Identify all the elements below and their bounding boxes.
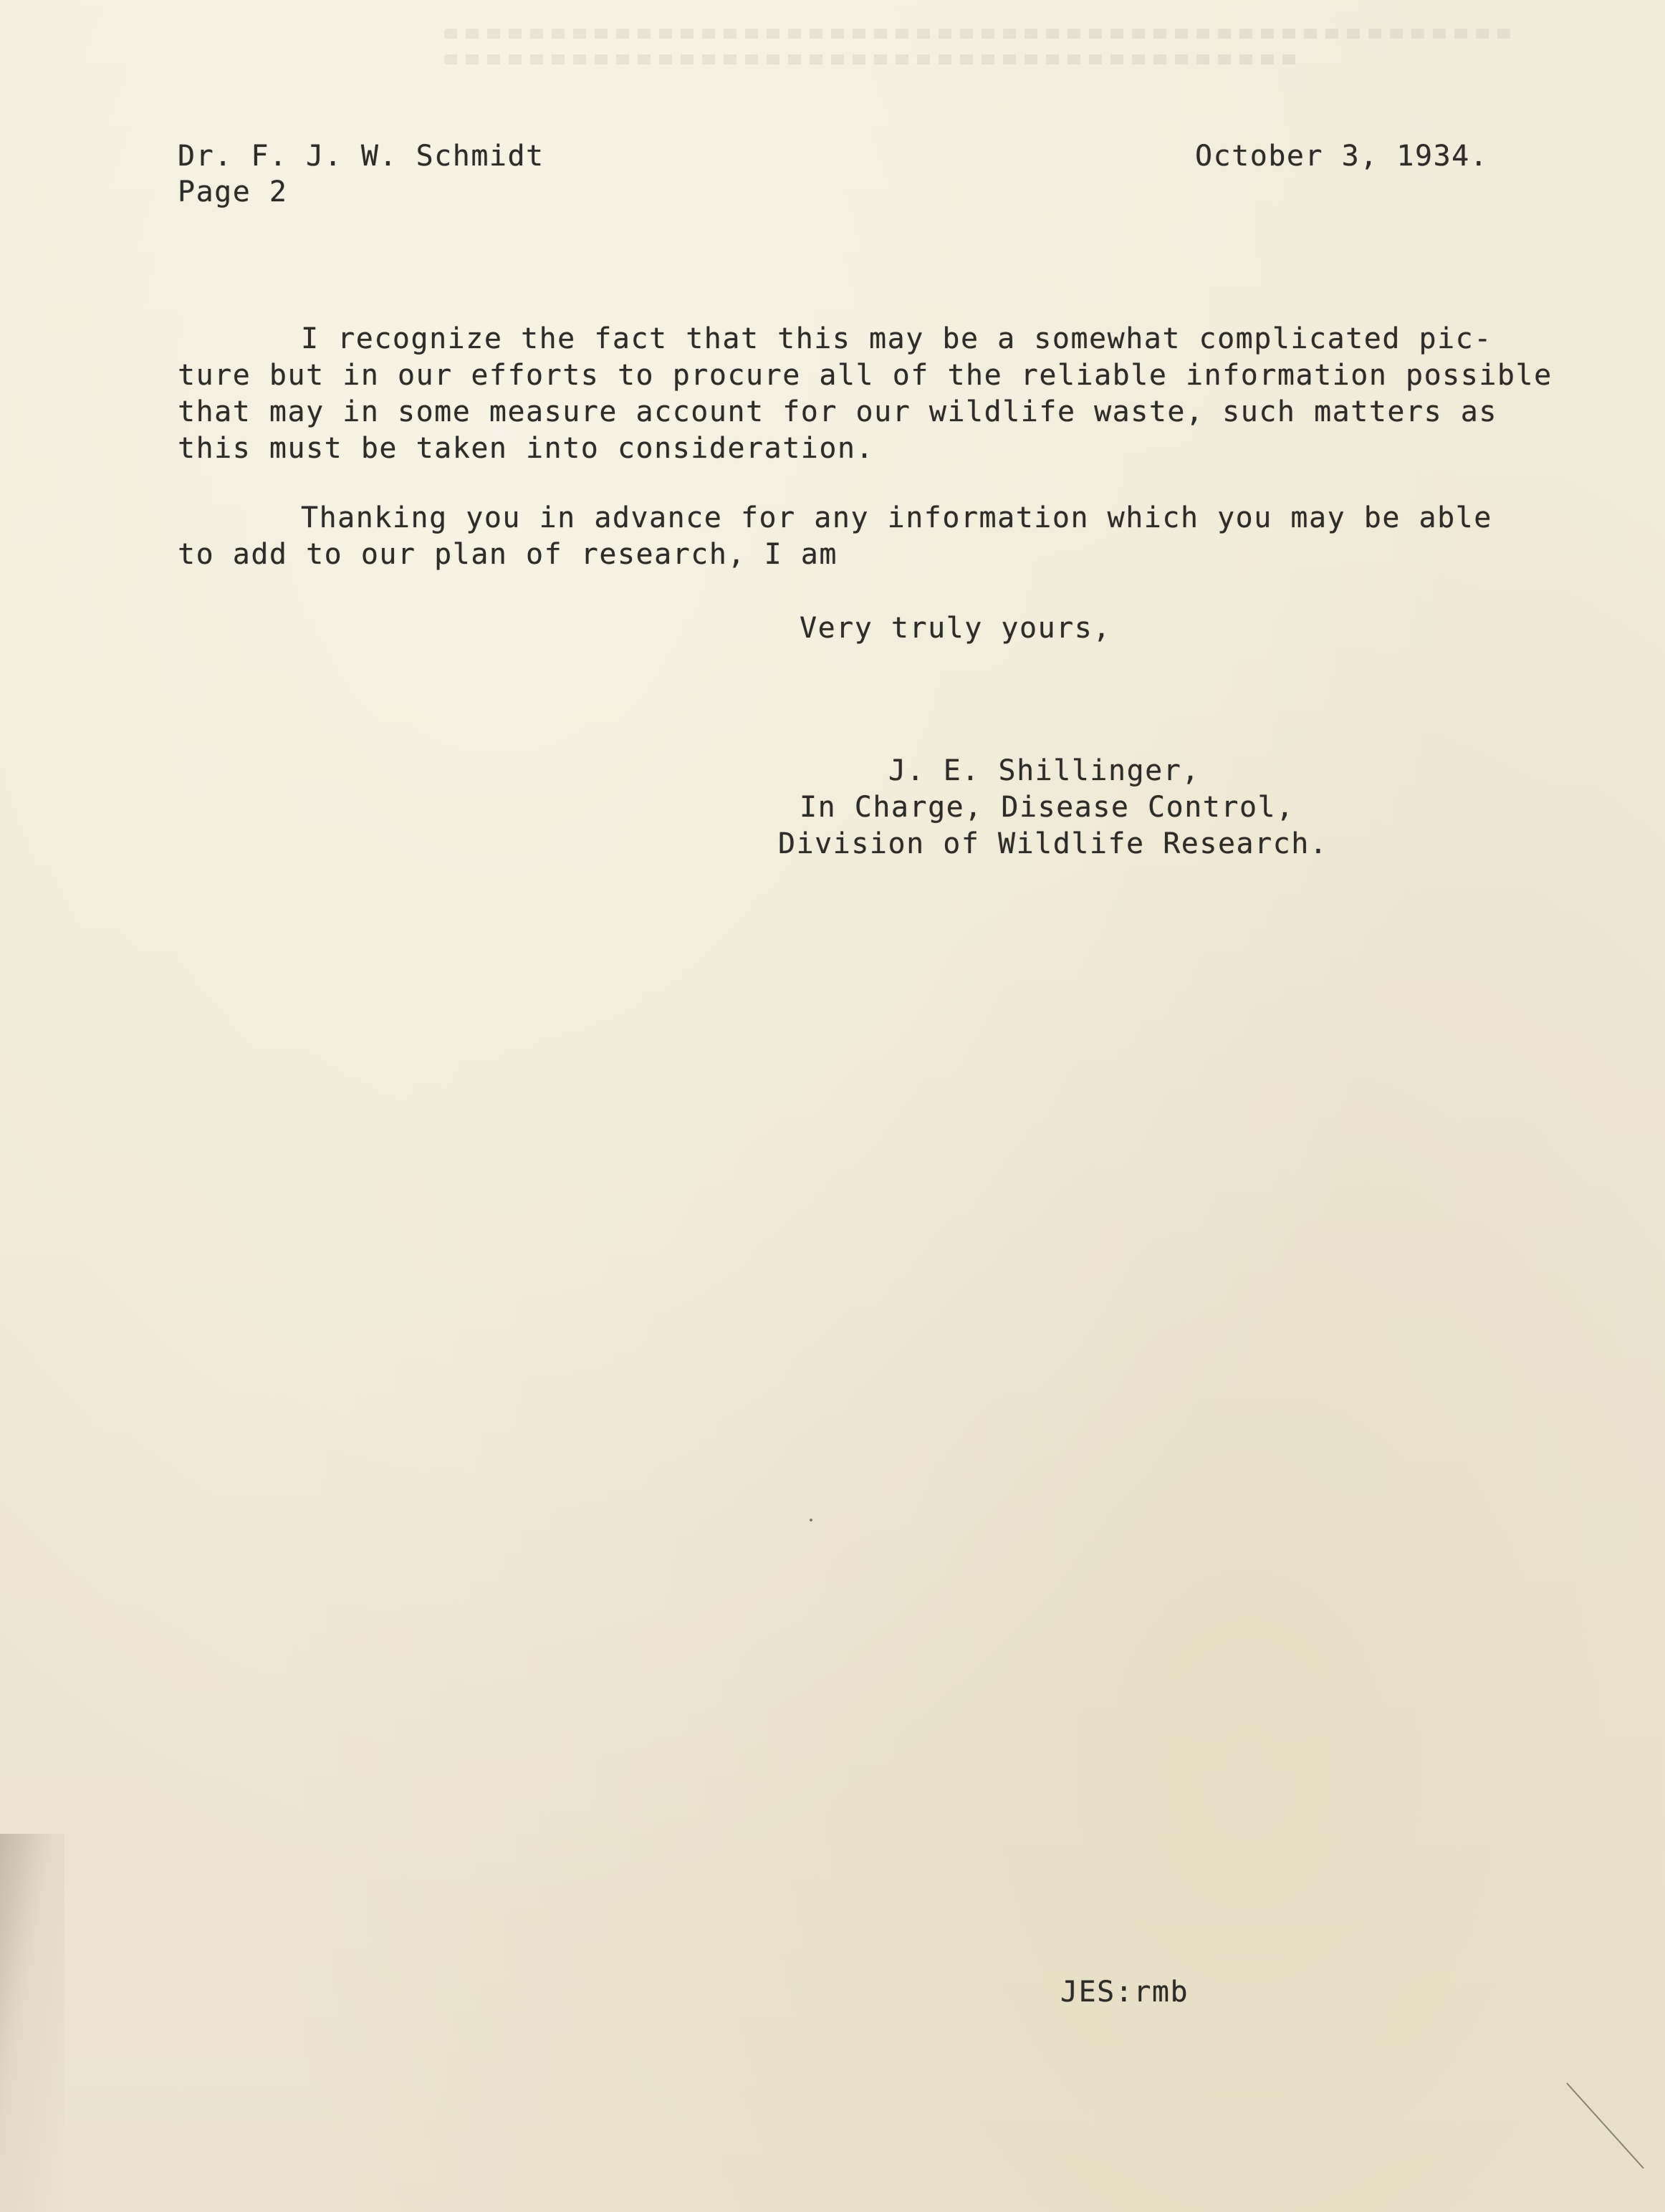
paper-edge-shadow — [0, 1834, 64, 2212]
signature-division-text: Division of Wildlife Research. — [778, 827, 1328, 860]
paragraph-line: Thanking you in advance for any information which you may be able — [301, 501, 1492, 534]
paper-speck — [810, 1519, 812, 1521]
signature-name-text: J. E. Shillinger, — [888, 754, 1200, 787]
closing-salutation: Very truly yours, — [800, 612, 1111, 645]
reference-initials: JES:rmb — [1060, 1976, 1189, 2009]
recipient-name: Dr. F. J. W. Schmidt — [178, 140, 544, 173]
body-paragraph-1 — [178, 321, 1553, 467]
paragraph-line: ture but in our efforts to procure all of the reliable information possible — [178, 359, 1553, 392]
body-paragraph-2 — [178, 500, 1525, 573]
page-number: Page 2 — [178, 175, 288, 208]
paragraph-line: I recognize the fact that this may be a somewhat complicated pic- — [301, 322, 1492, 355]
letter-date: October 3, 1934. — [1195, 140, 1489, 173]
signature-title-text: In Charge, Disease Control, — [800, 791, 1295, 824]
signature-division — [778, 826, 1328, 862]
paragraph-line: to add to our plan of research, I am — [178, 538, 838, 571]
bleed-through-text — [444, 29, 1519, 115]
signature-title — [800, 789, 1295, 826]
paragraph-line: that may in some measure account for our wildlife waste, such matters as — [178, 395, 1497, 428]
paper-scratch — [1566, 2082, 1644, 2168]
signature-name — [888, 753, 1200, 789]
paragraph-line: this must be taken into consideration. — [178, 432, 875, 465]
